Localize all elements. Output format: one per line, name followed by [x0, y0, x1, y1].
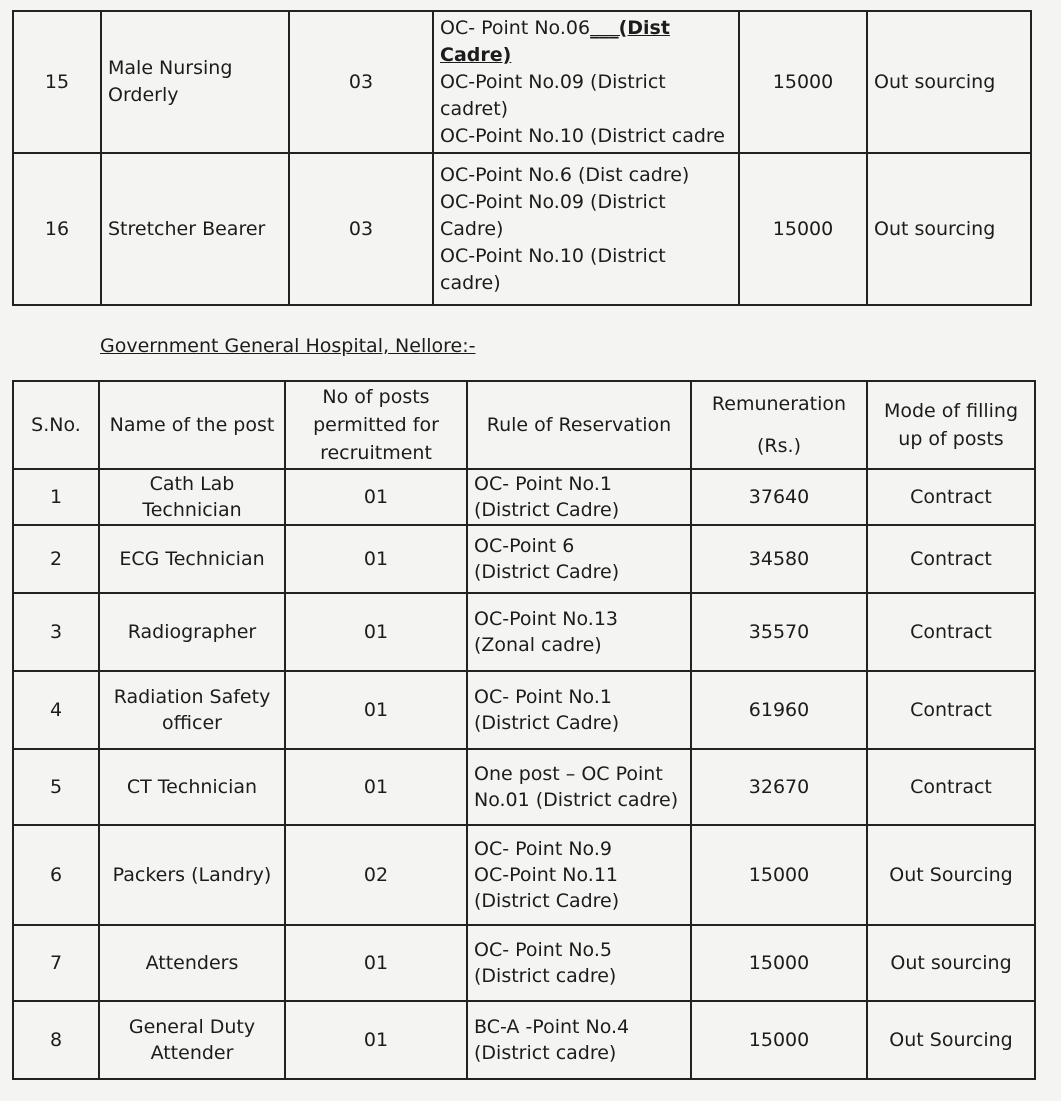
reservation-line: OC-Point No.10 (District cadre [440, 124, 725, 147]
reservation-line: OC- Point No.9 [474, 838, 612, 860]
table-row [13, 469, 1035, 525]
reservation-rule [433, 153, 739, 305]
header-filling-mode: Mode of filling up of posts [867, 381, 1035, 469]
reservation-line: OC- Point No.06 [440, 16, 591, 39]
filling-mode: Out sourcing [867, 11, 1031, 153]
reservation-line: OC- Point No.1 [474, 473, 612, 495]
reservation-line: No.01 (District cadre) [474, 789, 679, 811]
reservation-line: (District Cadre) [474, 890, 620, 912]
serial-number: 7 [13, 925, 99, 1001]
post-count: 01 [285, 671, 467, 749]
post-name: CT Technician [99, 749, 285, 825]
post-name: Attenders [99, 925, 285, 1001]
reservation-line: BC-A -Point No.4 [474, 1016, 630, 1038]
reservation-line: cadret) [440, 97, 509, 120]
reservation-gap: ___ [590, 16, 619, 39]
reservation-rule [467, 925, 691, 1001]
table-row [13, 671, 1035, 749]
table-row [13, 593, 1035, 671]
table-row [13, 11, 1031, 153]
post-count: 01 [285, 593, 467, 671]
serial-number: 5 [13, 749, 99, 825]
post-name: Cath Lab Technician [99, 469, 285, 525]
continued-posts-table [12, 10, 1032, 306]
reservation-line: OC-Point 6 [474, 535, 575, 557]
header-remuneration [691, 381, 867, 469]
filling-mode: Contract [867, 593, 1035, 671]
post-count: 01 [285, 749, 467, 825]
reservation-rule [433, 11, 739, 153]
post-name: Stretcher Bearer [101, 153, 289, 305]
serial-number: 1 [13, 469, 99, 525]
reservation-rule [467, 593, 691, 671]
post-name: Radiographer [99, 593, 285, 671]
reservation-rule [467, 825, 691, 925]
section-title: Government General Hospital, Nellore:- [100, 335, 476, 357]
remuneration: 15000 [739, 11, 867, 153]
reservation-rule [467, 671, 691, 749]
table-row [13, 825, 1035, 925]
post-count: 01 [285, 1001, 467, 1079]
post-name: General Duty Attender [99, 1001, 285, 1079]
reservation-line: (District Cadre) [474, 561, 620, 583]
serial-number: 2 [13, 525, 99, 593]
filling-mode: Out sourcing [867, 153, 1031, 305]
header-sno: S.No. [13, 381, 99, 469]
reservation-rule [467, 469, 691, 525]
post-count: 01 [285, 469, 467, 525]
filling-mode: Contract [867, 525, 1035, 593]
serial-number: 15 [13, 11, 101, 153]
reservation-line: (Dist [618, 16, 670, 39]
table-row [13, 153, 1031, 305]
reservation-line: (District Cadre) [474, 712, 620, 734]
reservation-line: OC- Point No.1 [474, 686, 612, 708]
table-row [13, 925, 1035, 1001]
reservation-line: One post – OC Point [474, 763, 663, 785]
serial-number: 4 [13, 671, 99, 749]
remuneration: 61960 [691, 671, 867, 749]
header-remuneration-unit: (Rs.) [757, 435, 801, 457]
reservation-rule [467, 749, 691, 825]
post-count: 01 [285, 525, 467, 593]
filling-mode: Out Sourcing [867, 1001, 1035, 1079]
serial-number: 6 [13, 825, 99, 925]
table-row [13, 525, 1035, 593]
serial-number: 3 [13, 593, 99, 671]
reservation-line: OC-Point No.10 (District [440, 244, 666, 267]
reservation-line: cadre) [440, 271, 501, 294]
serial-number: 16 [13, 153, 101, 305]
remuneration: 32670 [691, 749, 867, 825]
reservation-line: Cadre) [440, 43, 512, 66]
reservation-rule [467, 1001, 691, 1079]
remuneration: 34580 [691, 525, 867, 593]
table-row [13, 749, 1035, 825]
remuneration: 15000 [691, 825, 867, 925]
reservation-line: OC-Point No.09 (District [440, 70, 666, 93]
reservation-line: (District Cadre) [474, 499, 620, 521]
reservation-line: OC-Point No.13 [474, 608, 619, 630]
reservation-line: OC-Point No.09 (District [440, 190, 666, 213]
post-count: 03 [289, 153, 433, 305]
filling-mode: Contract [867, 749, 1035, 825]
header-reservation: Rule of Reservation [467, 381, 691, 469]
reservation-line: (Zonal cadre) [474, 634, 602, 656]
remuneration: 37640 [691, 469, 867, 525]
post-name: Male Nursing Orderly [101, 11, 289, 153]
reservation-line: (District cadre) [474, 965, 617, 987]
filling-mode: Contract [867, 469, 1035, 525]
remuneration: 15000 [691, 925, 867, 1001]
post-name: Packers (Landry) [99, 825, 285, 925]
hospital-posts-table [12, 380, 1036, 1080]
post-count: 01 [285, 925, 467, 1001]
remuneration: 35570 [691, 593, 867, 671]
remuneration: 15000 [739, 153, 867, 305]
reservation-rule [467, 525, 691, 593]
post-name: ECG Technician [99, 525, 285, 593]
reservation-line: OC-Point No.11 [474, 864, 619, 886]
reservation-line: OC- Point No.5 [474, 939, 612, 961]
serial-number: 8 [13, 1001, 99, 1079]
post-name: Radiation Safety officer [99, 671, 285, 749]
header-post-name: Name of the post [99, 381, 285, 469]
reservation-line: OC-Point No.6 (Dist cadre) [440, 163, 690, 186]
filling-mode: Out sourcing [867, 925, 1035, 1001]
table-header-row [13, 381, 1035, 469]
table-row [13, 1001, 1035, 1079]
remuneration: 15000 [691, 1001, 867, 1079]
reservation-line: Cadre) [440, 217, 504, 240]
header-remuneration-label: Remuneration [711, 393, 847, 415]
filling-mode: Contract [867, 671, 1035, 749]
post-count: 03 [289, 11, 433, 153]
header-post-count: No of posts permitted for recruitment [285, 381, 467, 469]
filling-mode: Out Sourcing [867, 825, 1035, 925]
post-count: 02 [285, 825, 467, 925]
reservation-line: (District cadre) [474, 1042, 617, 1064]
